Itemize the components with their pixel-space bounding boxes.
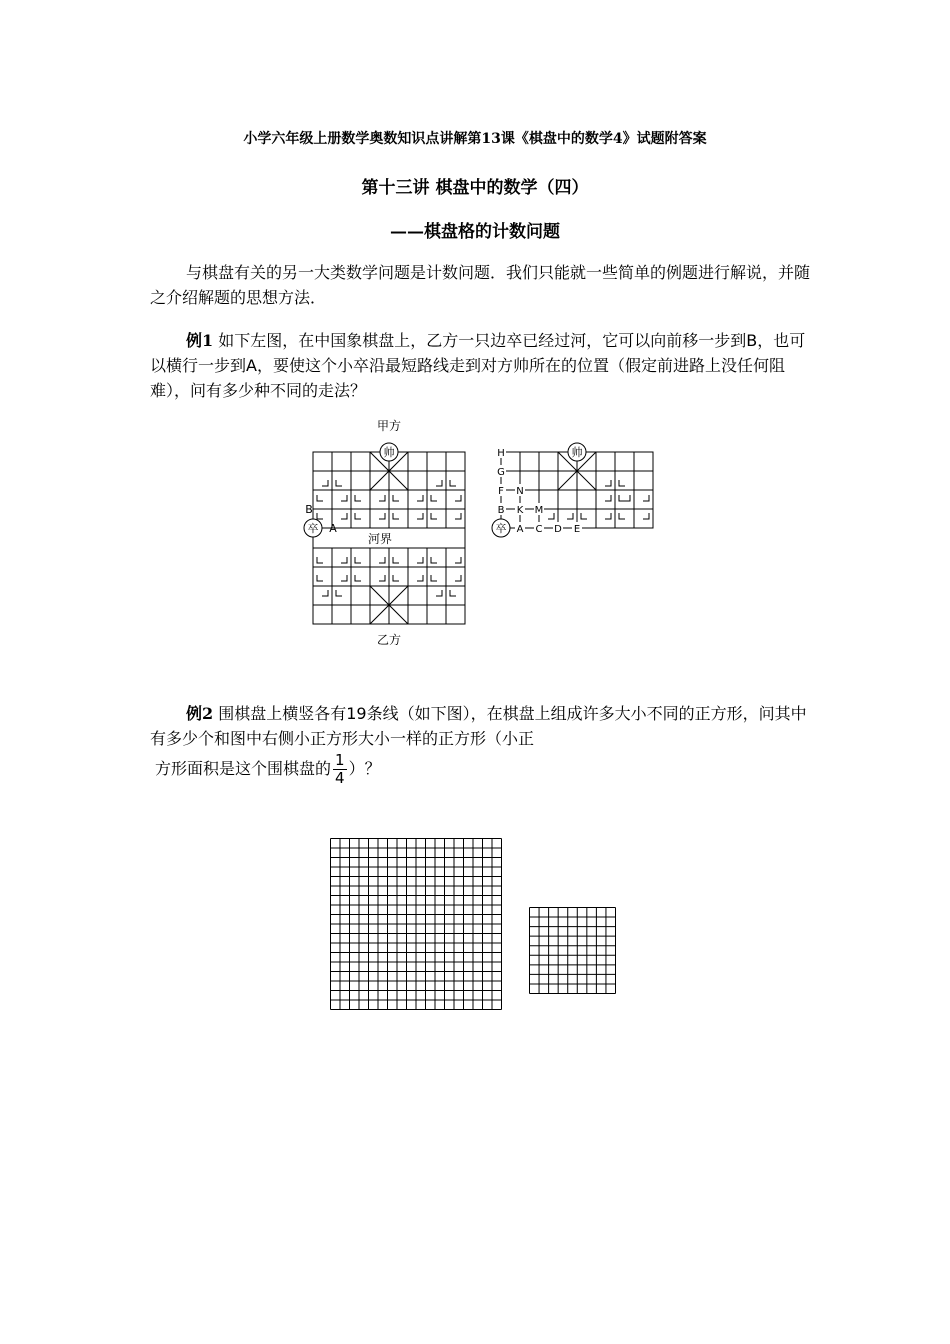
right-label-h: H [497,448,505,459]
bottom-side-label: 乙方 [376,633,402,647]
right-soldier-label: 卒 [495,522,507,535]
small-square-board [530,908,616,994]
fraction-numerator: 1 [335,751,345,769]
right-label-c: C [535,524,543,535]
go-board-figure [325,835,625,1015]
point-b-label: B [305,503,313,516]
right-label-f: F [498,486,504,497]
example2-line2-end: ）？ [348,759,381,778]
chess-board-figure [290,415,670,650]
large-go-board [331,839,502,1010]
right-label-b: B [497,505,505,516]
right-label-e: E [573,524,581,535]
right-label-d: D [554,524,562,535]
example2-label: 例2 [186,704,214,723]
fraction-denominator: 4 [335,769,345,787]
right-general-label: 帅 [571,446,583,459]
lesson-title: 第十三讲 棋盘中的数学（四） [361,178,589,198]
river-label: 河界 [367,532,393,546]
right-label-g: G [497,467,505,478]
right-label-a: A [516,524,524,535]
example1-paragraph [150,328,810,403]
point-a-label: A [329,522,337,535]
example2-paragraph [150,701,810,751]
one-quarter-fraction [333,752,347,787]
example1-label: 例1 [186,331,214,350]
top-side-label: 甲方 [376,419,402,433]
example2-line2-text: 方形面积是这个围棋盘的 [155,759,332,778]
example2-line2 [155,752,815,787]
example2-text: 围棋盘上横竖各有19条线（如下图），在棋盘上组成许多大小不同的正方形，问其中有多少个和图中右侧小正方形大小一样的正方形（小正 [150,704,807,748]
document-header: 小学六年级上册数学奥数知识点讲解第13课《棋盘中的数学4》试题附答案 [243,131,707,147]
right-label-n: N [516,486,524,497]
soldier-piece-label: 卒 [307,522,319,535]
intro-paragraph: 与棋盘有关的另一大类数学问题是计数问题．我们只能就一些简单的例题进行解说，并随之介绍解题的思想方法． [150,263,811,307]
right-label-k: K [516,505,524,516]
lesson-subtitle: ——棋盘格的计数问题 [390,222,560,242]
right-label-m: M [534,505,544,516]
general-piece-label: 帅 [383,446,395,459]
example1-text: 如下左图，在中国象棋盘上，乙方一只边卒已经过河，它可以向前移一步到B，也可以横行一步到A，要使这个小卒沿最短路线走到对方帅所在的位置（假定前进路上没任何阻难），问有多少种不同的走法？ [150,331,806,400]
